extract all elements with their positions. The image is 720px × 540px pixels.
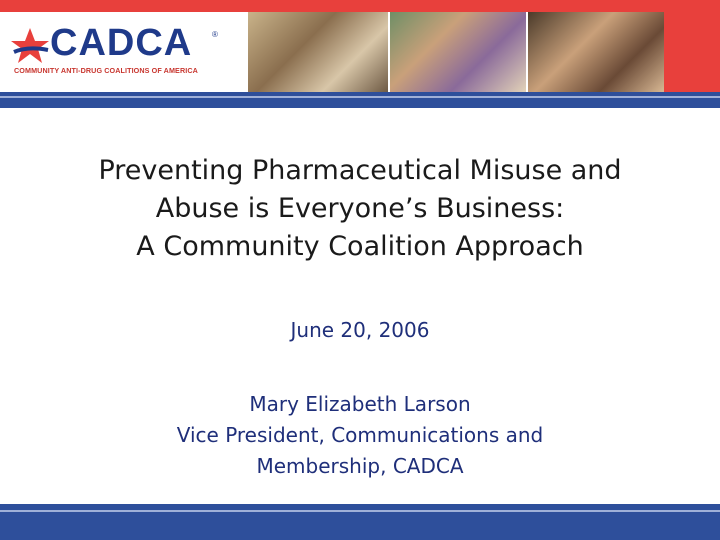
top-red-strip — [0, 0, 720, 12]
presenter-block — [60, 389, 660, 482]
photo-smiling-girls — [528, 12, 664, 92]
slide-header — [0, 0, 720, 108]
title-line: Abuse is Everyone’s Business: — [155, 193, 565, 224]
title-line: Preventing Pharmaceutical Misuse and — [98, 155, 622, 186]
footer-blue-bar — [0, 504, 720, 540]
header-blue-bar — [0, 92, 720, 108]
logo-wordmark: CADCA — [50, 22, 193, 64]
photo-teens-group — [248, 12, 388, 92]
footer-bar-stripe — [0, 510, 720, 512]
logo-tagline: COMMUNITY ANTI-DRUG COALITIONS OF AMERICA — [14, 66, 198, 75]
presentation-date: June 20, 2006 — [290, 318, 430, 342]
photo-students-group — [390, 12, 526, 92]
title-line: A Community Coalition Approach — [136, 231, 584, 262]
presenter-title-line: Membership, CADCA — [256, 454, 464, 478]
star-icon — [8, 26, 56, 66]
logo-registered-mark: ® — [212, 30, 218, 39]
header-photo-strip — [248, 12, 664, 92]
presenter-title-line: Vice President, Communications and — [176, 423, 544, 447]
right-red-block — [664, 0, 720, 92]
cadca-logo — [8, 22, 244, 82]
presenter-name: Mary Elizabeth Larson — [249, 392, 471, 416]
header-bar-stripe — [0, 96, 720, 98]
slide-title — [30, 152, 690, 266]
